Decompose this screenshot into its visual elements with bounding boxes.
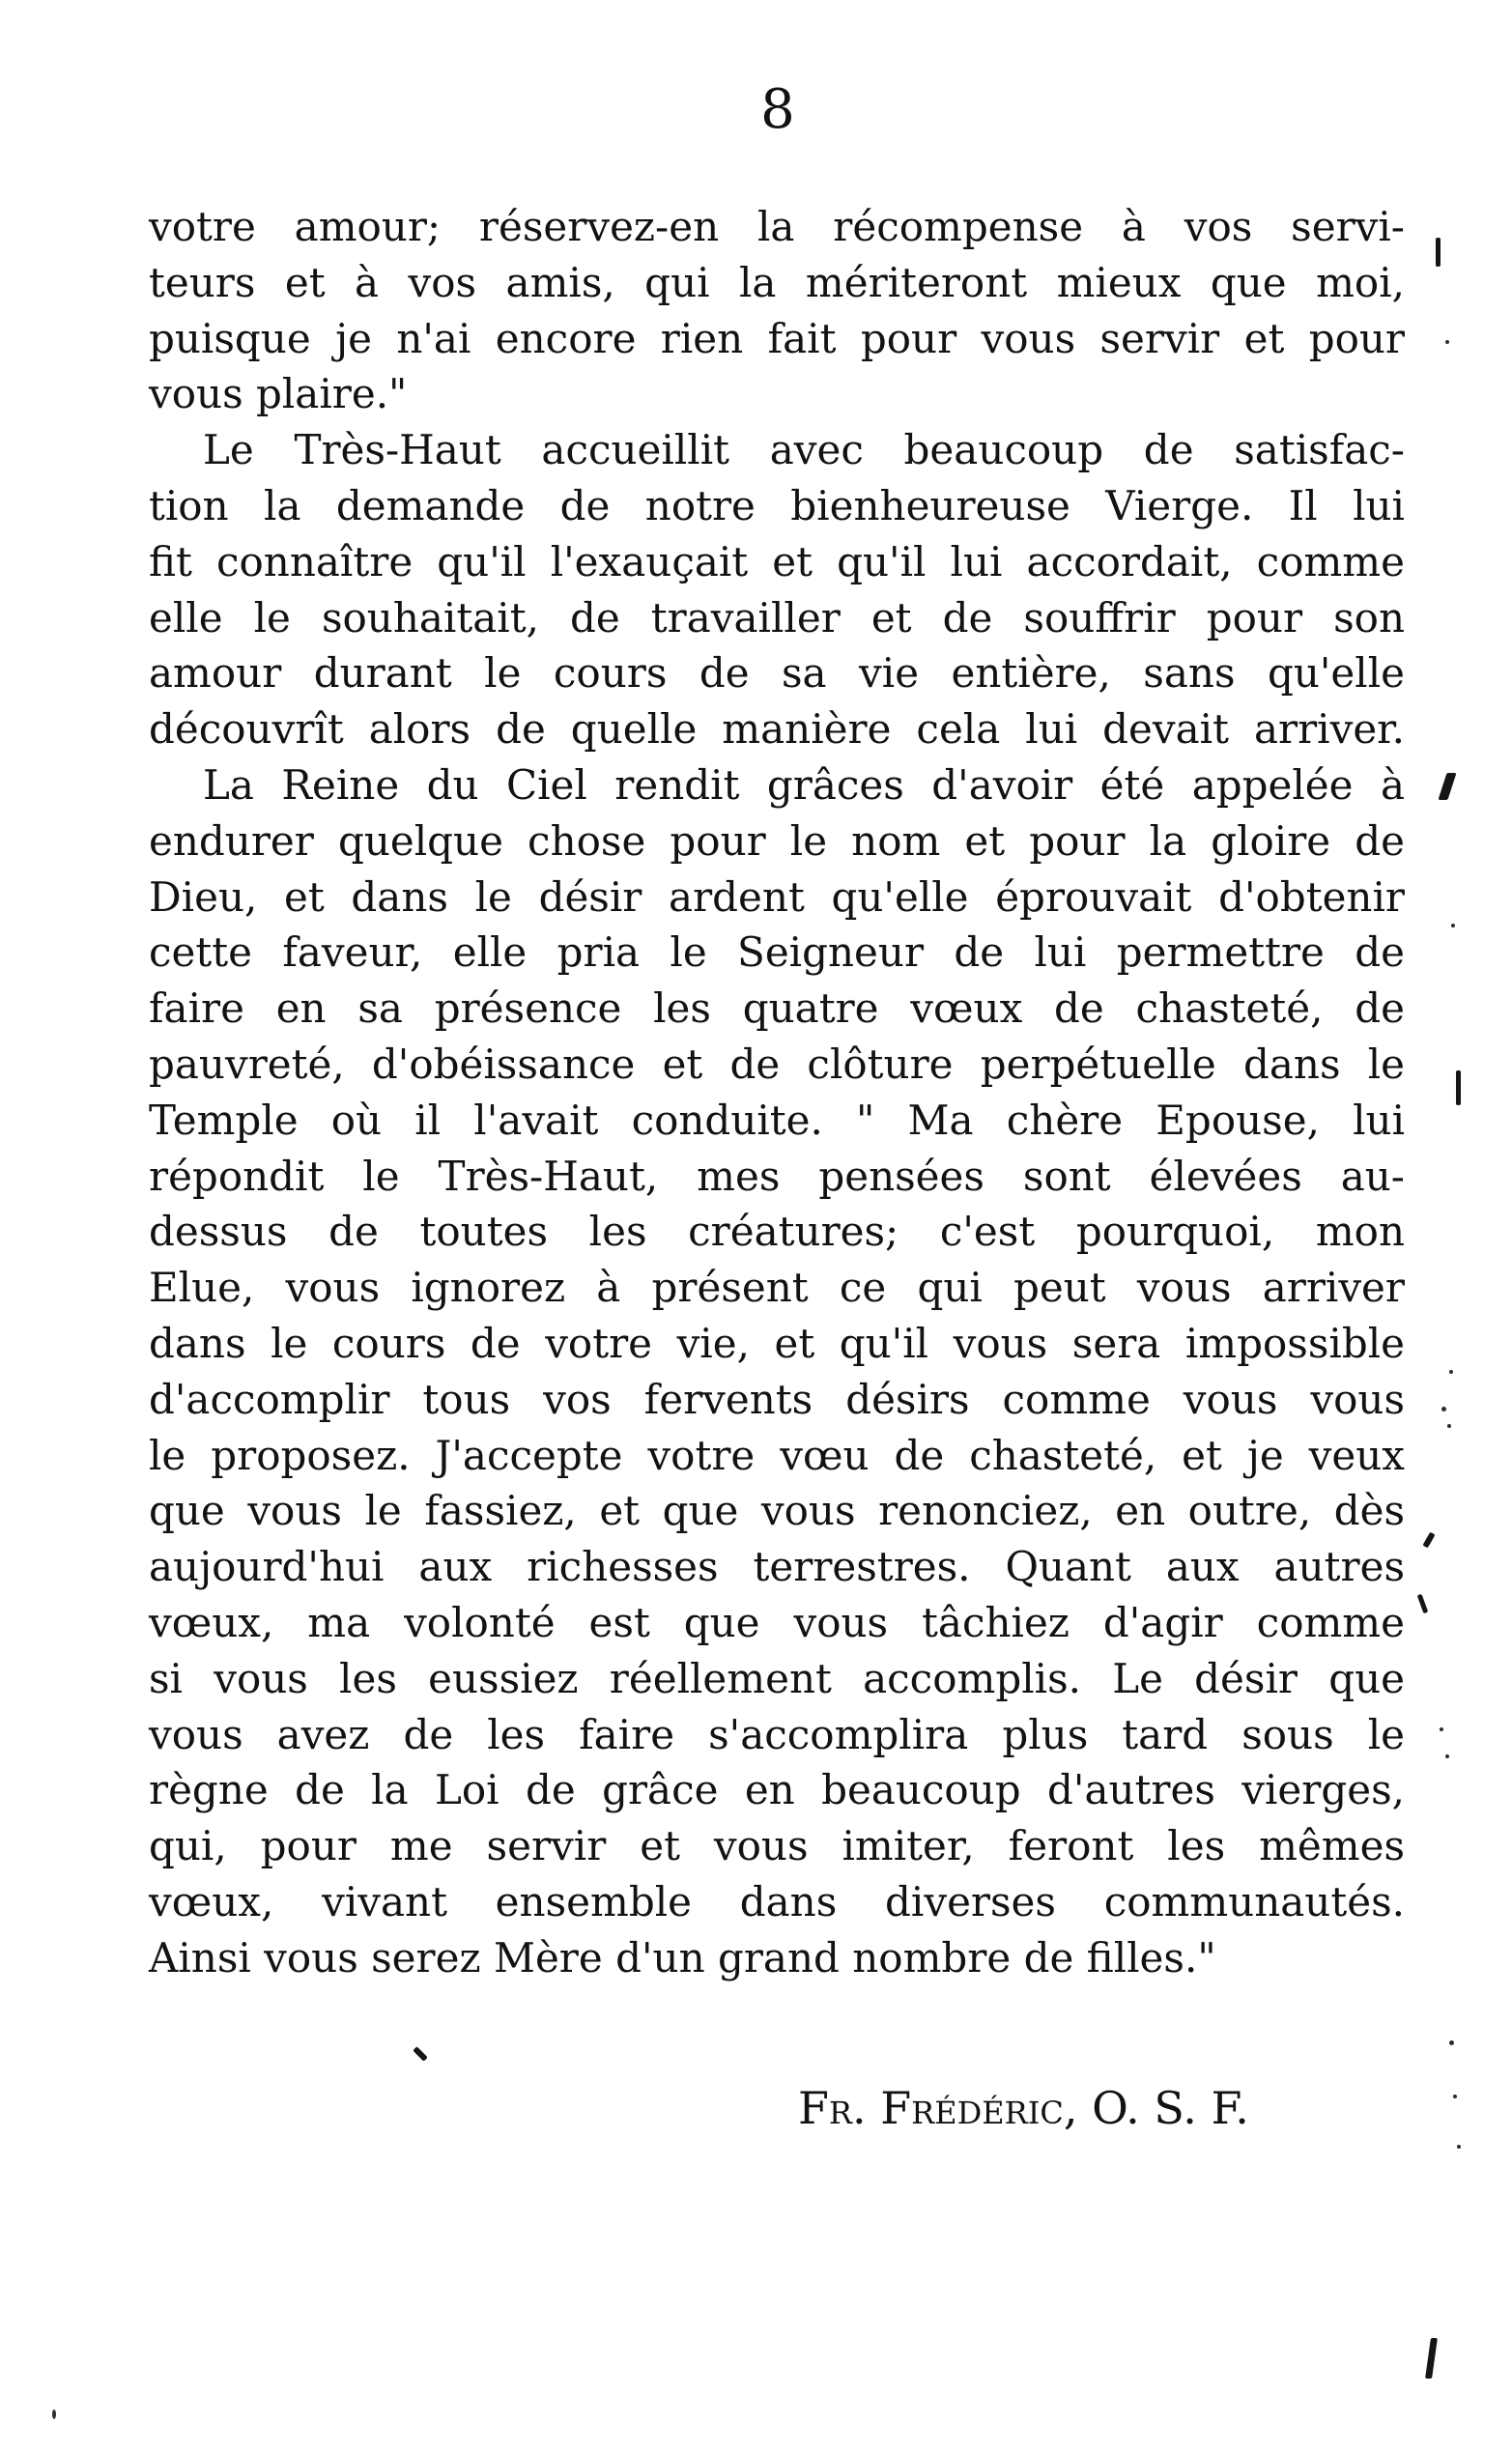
text-line: puisque je n'ai encore rien fait pour vous servir et pour	[149, 314, 1405, 362]
text-line: Le Très-Haut accueillit avec beaucoup de satisfac-	[203, 426, 1405, 474]
text-line: endurer quelque chose pour le nom et pour la gloire de	[149, 816, 1405, 865]
margin-speck	[52, 2409, 56, 2419]
body-text	[149, 199, 1405, 1986]
signature: Fr. Frédéric, O. S. F.	[798, 2082, 1249, 2134]
margin-speck	[1445, 340, 1449, 344]
text-line: répondit le Très-Haut, mes pensées sont élevées au-	[149, 1152, 1405, 1200]
text-line: vous avez de les faire s'accomplira plus tard sous le	[149, 1710, 1405, 1758]
text-line: vœux, ma volonté est que vous tâchiez d'agir comme	[149, 1598, 1405, 1646]
margin-speck	[1440, 1727, 1443, 1731]
text-line: aujourd'hui aux richesses terrestres. Quant aux autres	[149, 1543, 1405, 1591]
text-line: tion la demande de notre bienheureuse Vierge. Il lui	[149, 481, 1405, 529]
text-line: si vous les eussiez réellement accomplis. Le désir que	[149, 1654, 1405, 1702]
text-line: fit connaître qu'il l'exauçait et qu'il lui accordait, comme	[149, 537, 1405, 585]
text-line: qui, pour me servir et vous imiter, feront les mêmes	[149, 1822, 1405, 1870]
margin-speck	[1447, 1424, 1451, 1428]
margin-speck	[1449, 2040, 1454, 2045]
margin-speck	[1451, 924, 1455, 927]
text-line: La Reine du Ciel rendit grâces d'avoir été appelée à	[203, 760, 1405, 809]
margin-ink-mark	[1422, 1532, 1435, 1549]
margin-ink-mark	[1436, 238, 1441, 267]
margin-speck	[1457, 2145, 1461, 2149]
text-line: dans le cours de votre vie, et qu'il vous sera impossible	[149, 1319, 1405, 1367]
text-line: règne de la Loi de grâce en beaucoup d'autres vierges,	[149, 1766, 1405, 1814]
text-line: que vous le fassiez, et que vous renonciez, en outre, dès	[149, 1487, 1405, 1535]
margin-ink-mark	[1438, 773, 1456, 800]
text-line: vous plaire."	[149, 370, 408, 418]
page-number: 8	[760, 78, 795, 141]
text-line: Elue, vous ignorez à présent ce qui peut vous arriver	[149, 1264, 1405, 1312]
text-line: cette faveur, elle pria le Seigneur de lui permettre de	[149, 928, 1405, 977]
text-line: pauvreté, d'obéissance et de clôture perpétuelle dans le	[149, 1040, 1405, 1088]
text-line: votre amour; réservez-en la récompense à vos servi-	[149, 203, 1405, 250]
margin-speck	[1441, 1407, 1446, 1411]
text-line: Dieu, et dans le désir ardent qu'elle éprouvait d'obtenir	[149, 872, 1405, 921]
text-line: amour durant le cours de sa vie entière, sans qu'elle	[149, 649, 1405, 698]
text-line: vœux, vivant ensemble dans diverses communautés.	[149, 1877, 1405, 1925]
margin-speck	[1453, 2095, 1457, 2098]
text-line: dessus de toutes les créatures; c'est pourquoi, mon	[149, 1208, 1405, 1256]
text-line: d'accomplir tous vos fervents désirs comme vous vous	[149, 1375, 1405, 1423]
text-line: faire en sa présence les quatre vœux de chasteté, de	[149, 984, 1405, 1033]
text-line: Ainsi vous serez Mère d'un grand nombre de filles."	[149, 1933, 1216, 1982]
text-line: découvrît alors de quelle manière cela lui devait arriver.	[149, 705, 1405, 754]
margin-speck	[1445, 1754, 1449, 1758]
text-line: le proposez. J'accepte votre vœu de chasteté, et je veux	[149, 1431, 1405, 1479]
text-line: Temple où il l'avait conduite. " Ma chère Epouse, lui	[149, 1096, 1405, 1144]
margin-speck	[1449, 1370, 1453, 1374]
text-line: teurs et à vos amis, qui la mériteront mieux que moi,	[149, 258, 1405, 306]
margin-ink-mark	[1425, 2338, 1438, 2379]
margin-ink-mark	[413, 2046, 428, 2062]
text-line: elle le souhaitait, de travailler et de souffrir pour son	[149, 593, 1405, 642]
margin-ink-mark	[1417, 1594, 1429, 1614]
margin-ink-mark	[1456, 1070, 1461, 1105]
